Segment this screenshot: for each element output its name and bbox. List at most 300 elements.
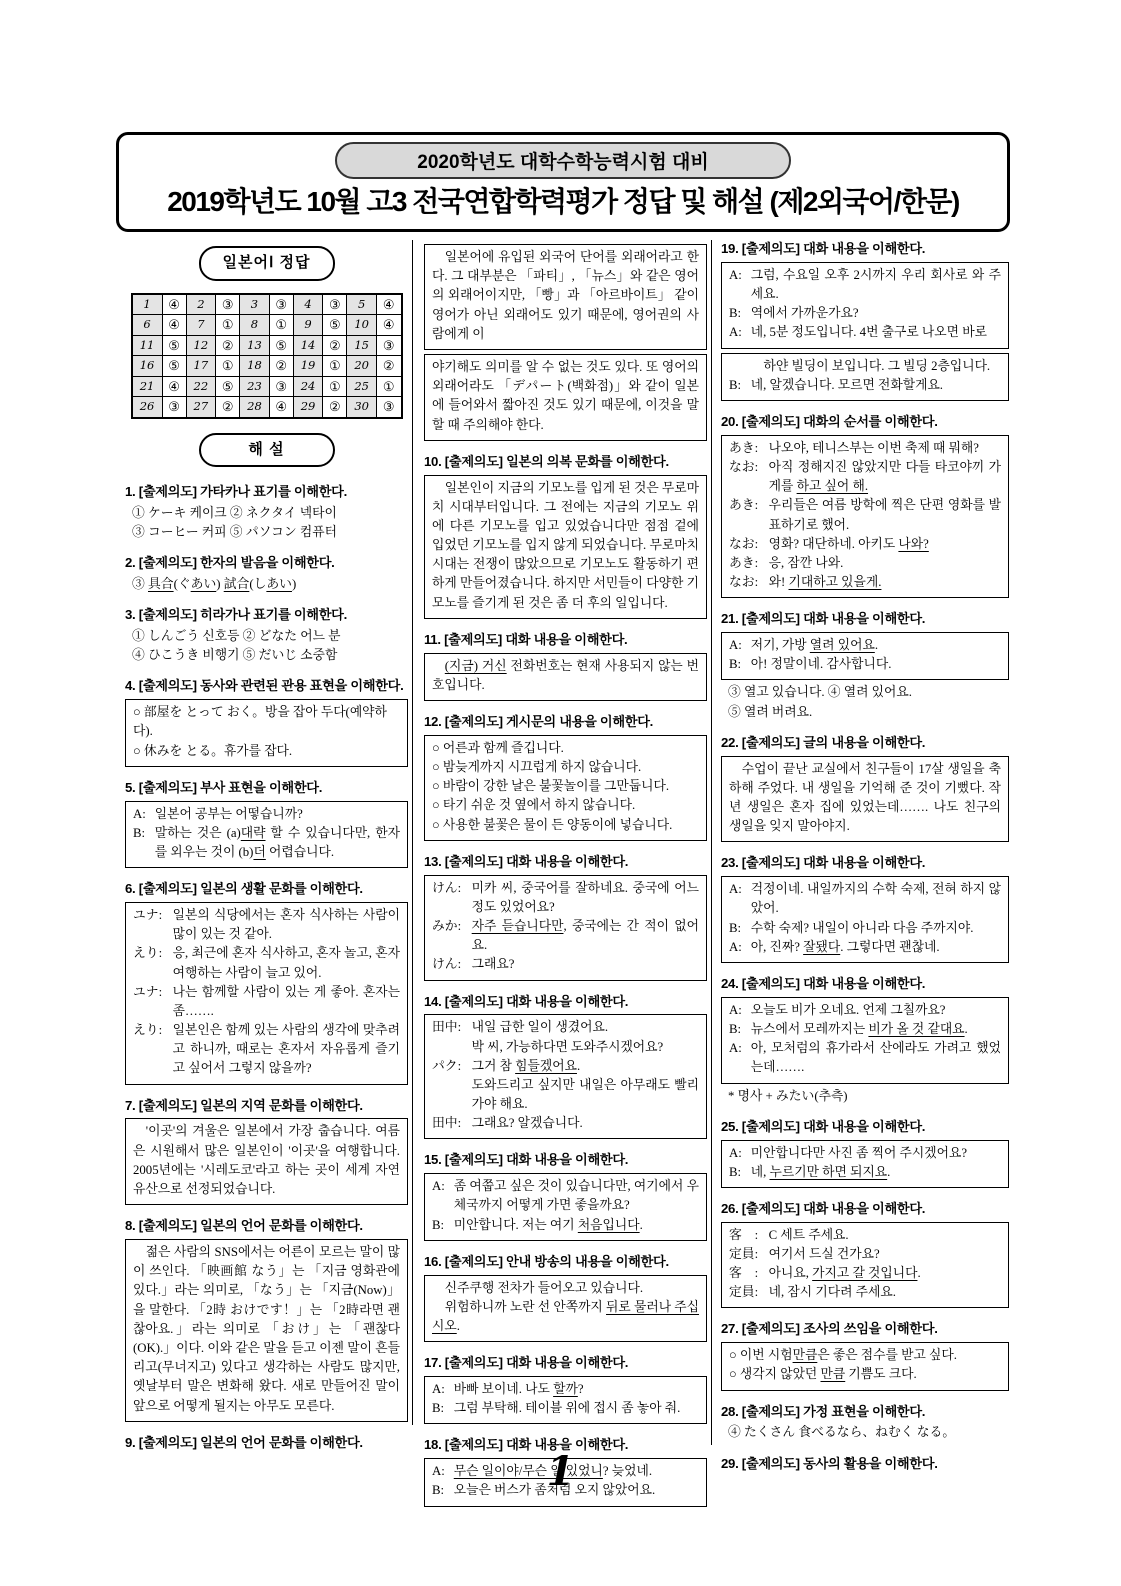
text-line: ④ たくさん 食べるなら、ねむく なる。: [728, 1425, 956, 1440]
section-heading: 14. [출제의도] 대화 내용을 이해한다.: [424, 993, 629, 1009]
question-number-cell: 14: [293, 335, 323, 356]
section: [125, 677, 408, 766]
column-1: [125, 240, 408, 1464]
answer-choice-cell: ③: [216, 294, 240, 315]
content-box: [721, 1342, 1009, 1390]
dialogue-text: 아! 정말이네. 감사합니다.: [750, 657, 892, 672]
dialogue-text: 그거 참 힘들겠어요.: [471, 1058, 581, 1073]
speaker-label: A:: [432, 1464, 445, 1479]
section-heading: 22. [출제의도] 글의 내용을 이해한다.: [721, 734, 926, 750]
underlined-text: 하고 싶어 해.: [796, 479, 869, 494]
dialogue-line: [432, 1114, 699, 1133]
section-heading: 27. [출제의도] 조사의 쓰임을 이해한다.: [721, 1321, 938, 1337]
content-box: [721, 262, 1009, 349]
speaker-label: けん:: [432, 957, 462, 972]
answer-choice-cell: ④: [162, 376, 186, 397]
dialogue-text: 우리들은 여름 방학에 찍은 단편 영화를 발표하기로 했어.: [768, 498, 1001, 532]
dialogue-line: [729, 1264, 1001, 1283]
dialogue-text: 무슨 일이야/무슨 일 있었니? 늦었네.: [453, 1464, 653, 1479]
answer-choice-cell: ④: [269, 397, 293, 418]
dialogue-line: [729, 1020, 1001, 1039]
dialogue-text: 네, 잠시 기다려 주세요.: [768, 1285, 896, 1300]
explanation-label: [199, 433, 335, 468]
speaker-label: えり:: [133, 1023, 163, 1038]
dialogue-text: 네, 알겠습니다. 모르면 전화할게요.: [750, 377, 944, 392]
text-line: * 명사 + みたい(추측): [728, 1088, 848, 1103]
speaker-label: A:: [133, 806, 146, 821]
column-divider-right: [711, 240, 712, 1445]
speaker-label: A:: [729, 267, 742, 282]
section-heading: 20. [출제의도] 대화의 순서를 이해한다.: [721, 413, 938, 429]
speaker-label: ユナ:: [133, 907, 163, 922]
dialogue-line: [729, 1163, 1001, 1182]
answer-choice-cell: ①: [323, 376, 347, 397]
dialogue-text: 오늘은 버스가 좀처럼 오지 않았어요.: [453, 1483, 656, 1498]
dialogue-text: 나는 함께할 사람이 있는 게 좋아. 혼자는 좀…….: [172, 984, 400, 1018]
dialogue-line: [133, 824, 400, 862]
dialogue-line: [432, 1076, 699, 1114]
section: [424, 1151, 707, 1240]
underlined-text: 무슨 일이야/무슨 일 있었니: [453, 1464, 603, 1479]
question-number-cell: 13: [240, 335, 270, 356]
speaker-label: けん:: [432, 880, 462, 895]
question-number-cell: 7: [186, 315, 216, 336]
section: [125, 779, 408, 868]
underlined-text: 만큼: [792, 1348, 818, 1363]
answer-choice-cell: ③: [162, 397, 186, 418]
question-number-cell: 16: [132, 356, 163, 377]
answer-choice-cell: ⑤: [162, 356, 186, 377]
speaker-label: B:: [729, 1021, 742, 1036]
speaker-label: 客 :: [729, 1227, 759, 1242]
speaker-label: [729, 357, 751, 376]
answer-choice-cell: ①: [269, 315, 293, 336]
section: [125, 606, 408, 665]
section-heading: 3. [출제의도] 히라가나 표기를 이해한다.: [125, 607, 347, 623]
content-box: [424, 1275, 707, 1343]
dialogue-line: [729, 1144, 1001, 1163]
section: [721, 734, 1009, 843]
answer-choice-cell: ③: [376, 335, 401, 356]
underlined-text: 열려 있어요: [809, 638, 875, 653]
question-number-cell: 20: [347, 356, 377, 377]
section: [424, 244, 707, 441]
underlined-text: 더: [253, 844, 266, 859]
dialogue-line: [133, 906, 400, 944]
section-heading: 26. [출제의도] 대화 내용을 이해한다.: [721, 1200, 926, 1216]
question-number-cell: 6: [132, 315, 163, 336]
section-heading: 15. [출제의도] 대화 내용을 이해한다.: [424, 1152, 629, 1168]
text-line: ○ 바람이 강한 날은 불꽃놀이를 그만둡니다.: [432, 779, 670, 794]
content-box: [424, 354, 707, 441]
dialogue-text: 나오야, 테니스부는 이번 축제 때 뭐해?: [768, 440, 979, 455]
answer-row: [132, 356, 402, 377]
question-number-cell: 10: [347, 315, 377, 336]
dialogue-text: 아직 정해지진 않았지만 다들 타코야끼 가게를 하고 싶어 해.: [768, 459, 1001, 494]
question-number-cell: 18: [240, 356, 270, 377]
content-box: [721, 997, 1009, 1084]
section: [721, 240, 1009, 401]
dialogue-line: [729, 323, 1001, 342]
paragraph-line: 젊은 사람의 SNS에서는 어른이 모르는 말이 많이 쓰인다. 「映画館 なう」는 「지금 영화관에 있다.」라는 의미로, 「なう」는 「지금(Now)」을 말한다. 「2時 おけです！」는 「2時라면 괜찮아요.」라는 의미로 「おけ」는 「괜찮다(OK).」이다. 이와 같은 말을 듣고 이젠 말이 흔들리고(무너지고) 있다고 생각하는 사람도 많지만, 옛날부터 말은 변화해 왔다. 새로 만들어진 말이 앞으로 어떻게 될지는 아무도 모른다.: [133, 1245, 400, 1413]
speaker-label: B:: [729, 657, 742, 672]
dialogue-text: 그럼, 수요일 오후 2시까지 우리 회사로 와 주세요.: [750, 267, 1001, 301]
answer-choice-cell: ①: [216, 356, 240, 377]
section-heading: 4. [출제의도] 동사와 관련된 관용 표현을 이해한다.: [125, 678, 404, 694]
text-line: ○ 사용한 불꽃은 물이 든 양동이에 넣습니다.: [432, 817, 673, 832]
answer-choice-cell: ②: [216, 335, 240, 356]
section: [424, 713, 707, 841]
section: [424, 853, 707, 981]
dialogue-text: 응, 잠깐 나와.: [768, 555, 844, 570]
dialogue-line: [729, 1001, 1001, 1020]
paragraph-line: 야기해도 의미를 알 수 없는 것도 있다. 또 영어의 외래어라도 「デパート(백화점)」와 같이 일본에 들어와서 짧아진 것도 있기 때문에, 이것을 말할 때 주의해야 한다.: [432, 359, 699, 432]
answer-key-label: [199, 246, 335, 281]
section-heading: 11. [출제의도] 대화 내용을 이해한다.: [424, 631, 628, 647]
underlined-text: (지금) 거신: [444, 658, 507, 673]
section: [125, 554, 408, 594]
speaker-label: A:: [729, 325, 742, 340]
speaker-label: A:: [729, 1041, 742, 1056]
question-number-cell: 24: [293, 376, 323, 397]
dialogue-text: 바빠 보이네. 나도 할까?: [453, 1382, 584, 1396]
speaker-label: A:: [729, 939, 742, 954]
dialogue-line: [729, 573, 1001, 592]
answer-table-body: [132, 294, 402, 418]
underlined-text: 나와?: [898, 536, 929, 551]
answer-choice-cell: ①: [376, 376, 401, 397]
question-number-cell: 15: [347, 335, 377, 356]
speaker-label: [432, 1076, 472, 1114]
dialogue-text: 아니요, 가지고 갈 것입니다.: [768, 1266, 921, 1281]
dialogue-text: 일본인은 함께 있는 사람의 생각에 맞추려고 하니까, 때로는 혼자서 자유롭게 즐기고 싶어서 그렇지 않을까?: [172, 1023, 400, 1076]
content-box: [424, 1014, 707, 1139]
underlined-text: 비가 올 것 같대요: [868, 1021, 965, 1036]
content-lines: [721, 1087, 1009, 1106]
answer-row: [132, 376, 402, 397]
dialogue-text: 미카 씨, 중국어를 잘하네요. 중국에 어느 정도 있었어요?: [471, 880, 699, 914]
speaker-label: B:: [729, 306, 742, 321]
dialogue-text: 응, 최근에 혼자 식사하고, 혼자 놀고, 혼자 여행하는 사람이 늘고 있어.: [172, 946, 400, 980]
speaker-label: あき:: [729, 440, 759, 455]
dialogue-text: 미안합니다만 사진 좀 찍어 주시겠어요?: [750, 1145, 968, 1160]
section-heading: 29. [출제의도] 동사의 활용을 이해한다.: [721, 1455, 938, 1471]
underlined-text: 자주 듣습니다만: [471, 918, 564, 933]
speaker-label: ユナ:: [133, 984, 163, 999]
dialogue-line: [729, 458, 1001, 496]
section-heading: 19. [출제의도] 대화 내용을 이해한다.: [721, 241, 926, 256]
answer-choice-cell: ③: [269, 294, 293, 315]
dialogue-text: 자주 듣습니다만, 중국에는 간 적이 없어요.: [471, 918, 699, 953]
dialogue-text: 말하는 것은 (a)대략 할 수 있습니다만, 한자를 외우는 것이 (b)더 어렵습니다.: [154, 825, 400, 859]
dialogue-line: [729, 439, 1001, 458]
underlined-text: 대략: [240, 825, 266, 840]
content-lines: [125, 504, 408, 542]
section-heading: 7. [출제의도] 일본의 지역 문화를 이해한다.: [125, 1097, 363, 1113]
dialogue-text: 저기, 가방 열려 있어요.: [750, 638, 879, 653]
speaker-label: B:: [133, 825, 146, 840]
answer-choice-cell: ②: [323, 397, 347, 418]
answer-choice-cell: ②: [376, 356, 401, 377]
speaker-label: A:: [432, 1179, 445, 1194]
dialogue-line: [729, 880, 1001, 918]
content-box: [721, 632, 1009, 680]
dialogue-line: [133, 983, 400, 1021]
dialogue-line: [432, 917, 699, 955]
dialogue-line: [432, 1057, 699, 1076]
content-box: [721, 1222, 1009, 1309]
content-box: [721, 435, 1009, 599]
content-box: [125, 801, 408, 869]
dialogue-line: [432, 1216, 699, 1235]
content-box: [721, 1140, 1009, 1188]
dialogue-text: 네, 누르기만 하면 되지요.: [750, 1164, 891, 1179]
speaker-label: A:: [729, 1145, 742, 1160]
underlined-text: 뒤로 물러나 주십시오: [432, 1299, 700, 1333]
text-line: ③ 具合(ぐあい) 試合(しあい): [132, 577, 297, 591]
dialogue-text: 아, 모처럼의 휴가라서 산에라도 가려고 했었는데…….: [750, 1041, 1001, 1075]
section: [721, 1118, 1009, 1188]
dialogue-line: [133, 1021, 400, 1079]
dialogue-line: [729, 357, 1001, 376]
speaker-label: A:: [729, 1002, 742, 1017]
underlined-text: 가지고 갈 것입니다: [812, 1266, 918, 1281]
column-divider-left: [412, 240, 413, 1425]
dialogue-text: 일본의 식당에서는 혼자 식사하는 사람이 많이 있는 것 같아.: [172, 907, 400, 942]
explanation-label-text: 해 설: [248, 440, 285, 458]
speaker-label: [432, 1038, 472, 1057]
answer-choice-cell: ⑤: [216, 376, 240, 397]
answer-choice-cell: ④: [162, 294, 186, 315]
dialogue-text: 박 씨, 가능하다면 도와주시겠어요?: [471, 1039, 664, 1054]
page-title: 2019학년도 10월 고3 전국연합학력평가 정답 및 해설 (제2외국어/한문): [167, 186, 959, 217]
content-lines: [125, 575, 408, 594]
dialogue-text: 그래요? 알겠습니다.: [471, 1116, 583, 1131]
text-line: ⑤ 열려 버려요.: [728, 704, 813, 719]
paragraph-line: 일본어에 유입된 외국어 단어를 외래어라고 한다. 그 대부분은 「파티」, 「뉴스」와 같은 영어의 외래어이지만, 「빵」과 「아르바이트」 같이 영어가 아닌 외래어도 있기 때문에, 영어권의 사람에게 이: [432, 250, 699, 341]
section: [721, 1200, 1009, 1309]
content-box: [424, 1173, 707, 1241]
speaker-label: 定員:: [729, 1246, 759, 1261]
speaker-label: なお:: [729, 459, 759, 474]
dialogue-text: 내일 급한 일이 생겼어요.: [471, 1020, 609, 1035]
dialogue-text: 역에서 가까운가요?: [750, 306, 859, 321]
underlined-text: 試合: [223, 577, 250, 591]
dialogue-text: 아, 진짜? 잘됐다. 그렇다면 괜찮네.: [750, 939, 940, 954]
answer-row: [132, 397, 402, 418]
content-box: [125, 902, 408, 1085]
question-number-cell: 8: [240, 315, 270, 336]
answer-choice-cell: ⑤: [323, 315, 347, 336]
speaker-label: みか:: [432, 918, 462, 933]
speaker-label: B:: [729, 920, 742, 935]
section-heading: 10. [출제의도] 일본의 의복 문화를 이해한다.: [424, 453, 669, 469]
dialogue-line: [729, 496, 1001, 534]
question-number-cell: 27: [186, 397, 216, 418]
section-heading: 28. [출제의도] 가정 표현을 이해한다.: [721, 1403, 926, 1419]
page-number: 1: [546, 1448, 575, 1495]
dialogue-line: [729, 636, 1001, 655]
speaker-label: 田中:: [432, 1116, 462, 1131]
dialogue-line: [729, 1245, 1001, 1264]
question-number-cell: 21: [132, 376, 163, 397]
dialogue-text: 미안합니다. 저는 여기 처음입니다.: [453, 1217, 643, 1232]
question-number-cell: 17: [186, 356, 216, 377]
text-line: ○ 部屋を とって おく。방을 잡아 두다(예약하다).: [133, 705, 387, 739]
dialogue-line: [729, 535, 1001, 554]
dialogue-text: 일본어 공부는 어떻습니까?: [154, 806, 303, 821]
section-heading: 13. [출제의도] 대화 내용을 이해한다.: [424, 853, 629, 869]
exam-prep-badge: [335, 142, 791, 179]
section: [721, 413, 1009, 598]
speaker-label: あき:: [729, 555, 759, 570]
speaker-label: B:: [729, 1164, 742, 1179]
dialogue-line: [729, 1039, 1001, 1077]
answer-choice-cell: ②: [323, 335, 347, 356]
underlined-text: あい: [190, 577, 217, 591]
dialogue-text: 뉴스에서 모레까지는 비가 올 것 같대요.: [750, 1021, 968, 1036]
paragraph-line: 위험하니까 노란 선 안쪽까지 뒤로 물러나 주십시오.: [432, 1299, 700, 1333]
text-line: ① ケーキ 케이크 ② ネクタイ 넥타이: [132, 505, 337, 520]
dialogue-line: [729, 1283, 1001, 1302]
section: [125, 1097, 408, 1206]
content-box: [125, 699, 408, 767]
content-box: [424, 244, 707, 350]
column-2: [424, 240, 707, 1519]
answer-choice-cell: ①: [216, 315, 240, 336]
section: [424, 1354, 707, 1424]
question-number-cell: 5: [347, 294, 377, 315]
underlined-text: 만큼: [820, 1367, 846, 1382]
dialogue-text: 하얀 빌딩이 보입니다. 그 빌딩 2층입니다.: [750, 358, 991, 373]
section-heading: 24. [출제의도] 대화 내용을 이해한다.: [721, 975, 926, 991]
answer-key-label-text: 일본어Ⅰ 정답: [222, 254, 311, 271]
section-heading: 8. [출제의도] 일본의 언어 문화를 이해한다.: [125, 1218, 363, 1234]
speaker-label: A:: [432, 1382, 445, 1396]
section: [125, 880, 408, 1085]
section-heading: 21. [출제의도] 대화 내용을 이해한다.: [721, 611, 926, 627]
dialogue-line: [432, 1399, 699, 1418]
text-line: ○ 어른과 함께 즐깁니다.: [432, 740, 564, 755]
question-number-cell: 30: [347, 397, 377, 418]
speaker-label: 客 :: [729, 1266, 759, 1281]
header-box: [116, 132, 1010, 232]
dialogue-text: 수학 숙제? 내일이 아니라 다음 주까지야.: [750, 920, 974, 935]
answer-row: [132, 335, 402, 356]
text-line: ① しんごう 신호등 ② どなた 어느 분: [132, 629, 341, 643]
text-line: ④ ひこうき 비행기 ⑤ だいじ 소중함: [132, 648, 338, 663]
content-box: [721, 756, 1009, 843]
section: [424, 453, 707, 619]
section-heading: 17. [출제의도] 대화 내용을 이해한다.: [424, 1355, 629, 1371]
paragraph-line: 수업이 끝난 교실에서 친구들이 17살 생일을 축하해 주었다. 내 생일을 기억해 준 것이 기뻤다. 작년 생일은 혼자 집에 있었는데……. 나도 친구의 생일을 잊지 말아야지.: [729, 761, 1001, 834]
dialogue-line: [432, 955, 699, 974]
speaker-label: B:: [729, 377, 742, 392]
speaker-label: あき:: [729, 498, 759, 513]
content-box: [424, 875, 707, 981]
answer-choice-cell: ②: [269, 356, 293, 377]
content-box: [424, 475, 707, 619]
section-heading: 12. [출제의도] 게시문의 내용을 이해한다.: [424, 714, 654, 729]
dialogue-text: C 세트 주세요.: [768, 1227, 849, 1242]
answer-choice-cell: ④: [376, 315, 401, 336]
text-line: ○ 休みを とる。휴가를 잡다.: [133, 743, 293, 758]
section: [721, 610, 1009, 722]
dialogue-line: [729, 266, 1001, 304]
section-heading: 1. [출제의도] 가타카나 표기를 이해한다.: [125, 484, 347, 499]
section: [721, 1320, 1009, 1390]
dialogue-line: [432, 879, 699, 917]
question-number-cell: 26: [132, 397, 163, 418]
answer-row: [132, 315, 402, 336]
answer-choice-cell: ③: [376, 397, 401, 418]
section: [424, 993, 707, 1140]
answer-choice-cell: ⑤: [162, 335, 186, 356]
question-number-cell: 1: [132, 294, 163, 315]
content-lines: [125, 627, 408, 665]
dialogue-text: 오늘도 비가 오네요. 언제 그칠까요?: [750, 1002, 946, 1017]
underlined-text: 처음입니다: [577, 1217, 640, 1232]
speaker-label: 定員:: [729, 1285, 759, 1300]
question-number-cell: 3: [240, 294, 270, 315]
text-line: ○ 타기 쉬운 것 옆에서 하지 않습니다.: [432, 798, 636, 813]
dialogue-text: 도와드리고 싶지만 내일은 아무래도 빨리 가야 해요.: [471, 1077, 699, 1112]
content-lines: [721, 683, 1009, 721]
answer-choice-cell: ②: [216, 397, 240, 418]
section-heading: 16. [출제의도] 안내 방송의 내용을 이해한다.: [424, 1253, 669, 1269]
section: [125, 1217, 408, 1422]
question-number-cell: 28: [240, 397, 270, 418]
dialogue-line: [729, 376, 1001, 395]
answer-choice-cell: ③: [269, 376, 293, 397]
paragraph-line: (지금) 거신 전화번호는 현재 사용되지 않는 번호입니다.: [432, 658, 700, 692]
text-line: ○ 밤늦게까지 시끄럽게 하지 않습니다.: [432, 760, 642, 774]
speaker-label: B:: [432, 1401, 445, 1416]
dialogue-line: [729, 1226, 1001, 1245]
answer-choice-cell: ③: [323, 294, 347, 315]
dialogue-text: 그럼 부탁해. 테이블 위에 접시 좀 놓아 줘.: [453, 1401, 681, 1416]
answer-choice-cell: ①: [323, 356, 347, 377]
dialogue-line: [432, 1018, 699, 1037]
speaker-label: パク:: [432, 1058, 462, 1073]
dialogue-line: [432, 1177, 699, 1215]
section: [125, 483, 408, 542]
section-heading: 25. [출제의도] 대화 내용을 이해한다.: [721, 1118, 926, 1134]
question-number-cell: 2: [186, 294, 216, 315]
question-number-cell: 29: [293, 397, 323, 418]
underlined-text: 具合: [148, 577, 174, 591]
text-line: ○ 이번 시험만큼은 좋은 점수를 받고 싶다.: [729, 1348, 957, 1363]
dialogue-line: [133, 805, 400, 824]
answer-choice-cell: ④: [162, 315, 186, 336]
section-heading: 6. [출제의도] 일본의 생활 문화를 이해한다.: [125, 881, 363, 897]
question-number-cell: 4: [293, 294, 323, 315]
speaker-label: えり:: [133, 946, 163, 961]
dialogue-text: 와! 기대하고 있을게.: [768, 575, 882, 590]
question-number-cell: 19: [293, 356, 323, 377]
dialogue-line: [432, 1380, 699, 1399]
section: [424, 631, 707, 701]
speaker-label: なお:: [729, 536, 759, 551]
content-box: [125, 1118, 408, 1205]
section-heading: 18. [출제의도] 대화 내용을 이해한다.: [424, 1437, 629, 1453]
underlined-text: 기대하고 있을게.: [788, 575, 882, 590]
dialogue-line: [729, 919, 1001, 938]
content-box: [424, 653, 707, 701]
question-number-cell: 9: [293, 315, 323, 336]
dialogue-text: 영화? 대단하네. 아키도 나와?: [768, 536, 929, 551]
content-box: [721, 353, 1009, 401]
